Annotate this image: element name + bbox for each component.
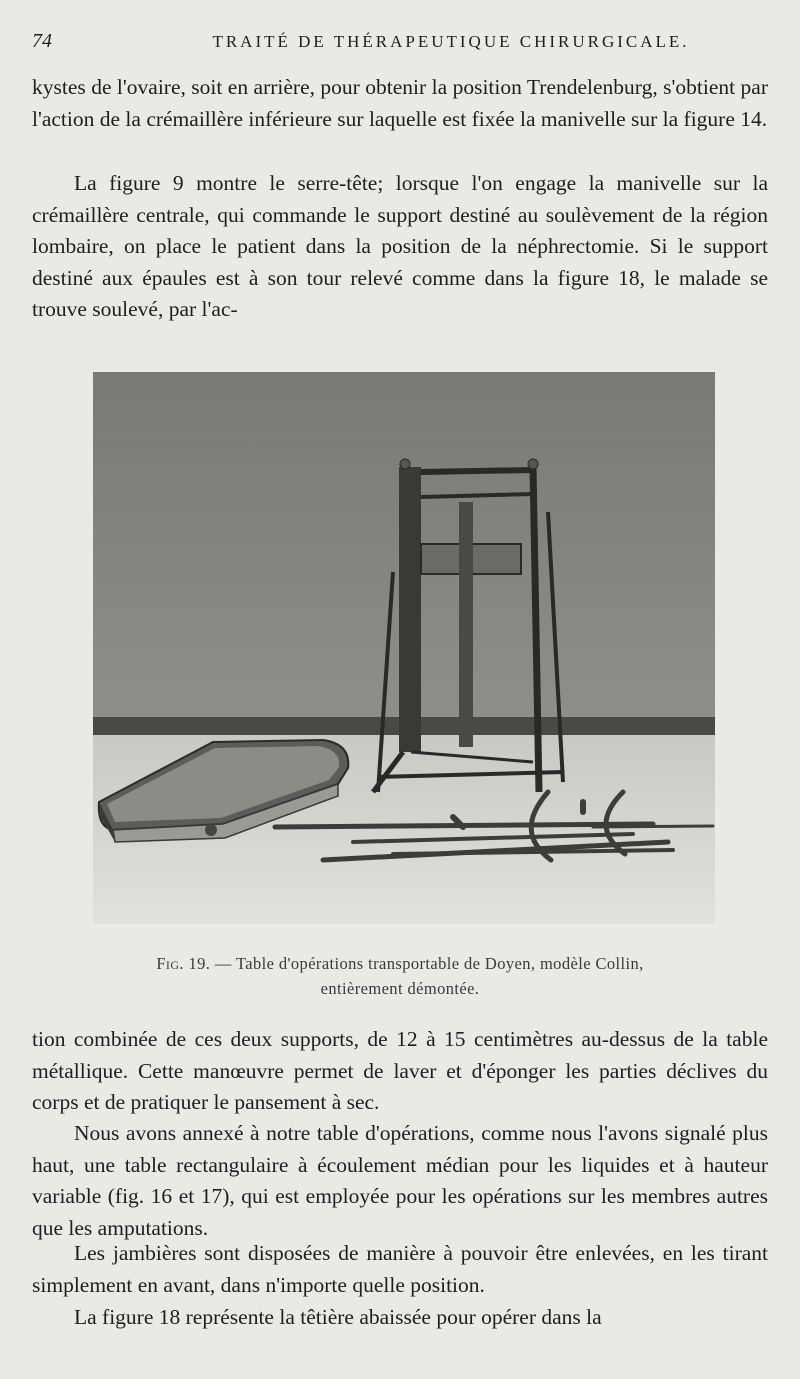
paragraph-annexed-table: Nous avons annexé à notre table d'opérations, comme nous l'avons signalé plus haut, une table rectangulaire à écoulement médian pour les liquides et à hauteur variable (fig. 16 et 17), qui est employée pour les opérations sur les membres autres que les amputations.	[32, 1121, 768, 1240]
page-header	[32, 28, 760, 52]
paragraph-leg-supports: Les jambières sont disposées de manière à pouvoir être enlevées, en les tirant simplement en avant, dans n'importe quelle position.	[32, 1241, 768, 1297]
figure-caption-text: — Table d'opérations transportable de Doyen, modèle Collin,	[214, 954, 644, 973]
figure-label: Fig. 19.	[156, 954, 211, 973]
figure-caption-line-2: entièrement démontée.	[320, 979, 480, 998]
paragraph-continued: kystes de l'ovaire, soit en arrière, pour obtenir la position Trendelenburg, s'obtient par l'action de la crémaillère inférieure sur laquelle est fixée la manivelle sur la figure 14.	[32, 75, 768, 131]
paragraph-figure-9: La figure 9 montre le serre-tête; lorsque l'on engage la manivelle sur la crémaillère centrale, qui commande le support destiné au soulèvement de la région lombaire, on place le patient dans la position de la néphrectomie. Si le support destiné aux épaules est à son tour relevé comme dans la figure 18, le malade se trouve soulevé, par l'ac-	[32, 171, 768, 321]
figure-caption-line-1	[100, 954, 700, 974]
paragraph-figure-18: La figure 18 représente la têtière abaissée pour opérer dans la	[74, 1305, 602, 1329]
operating-table-photo	[93, 372, 715, 924]
paragraph-continuation: tion combinée de ces deux supports, de 12 à 15 centimètres au-dessus de la table métallique. Cette manœuvre permet de laver et d'éponger les parties déclives du corps et de pratiquer le pansement à sec.	[32, 1027, 768, 1114]
page-number: 74	[32, 30, 52, 52]
figure-photograph	[93, 372, 715, 924]
running-title: TRAITÉ DE THÉRAPEUTIQUE CHIRURGICALE.	[212, 32, 690, 51]
